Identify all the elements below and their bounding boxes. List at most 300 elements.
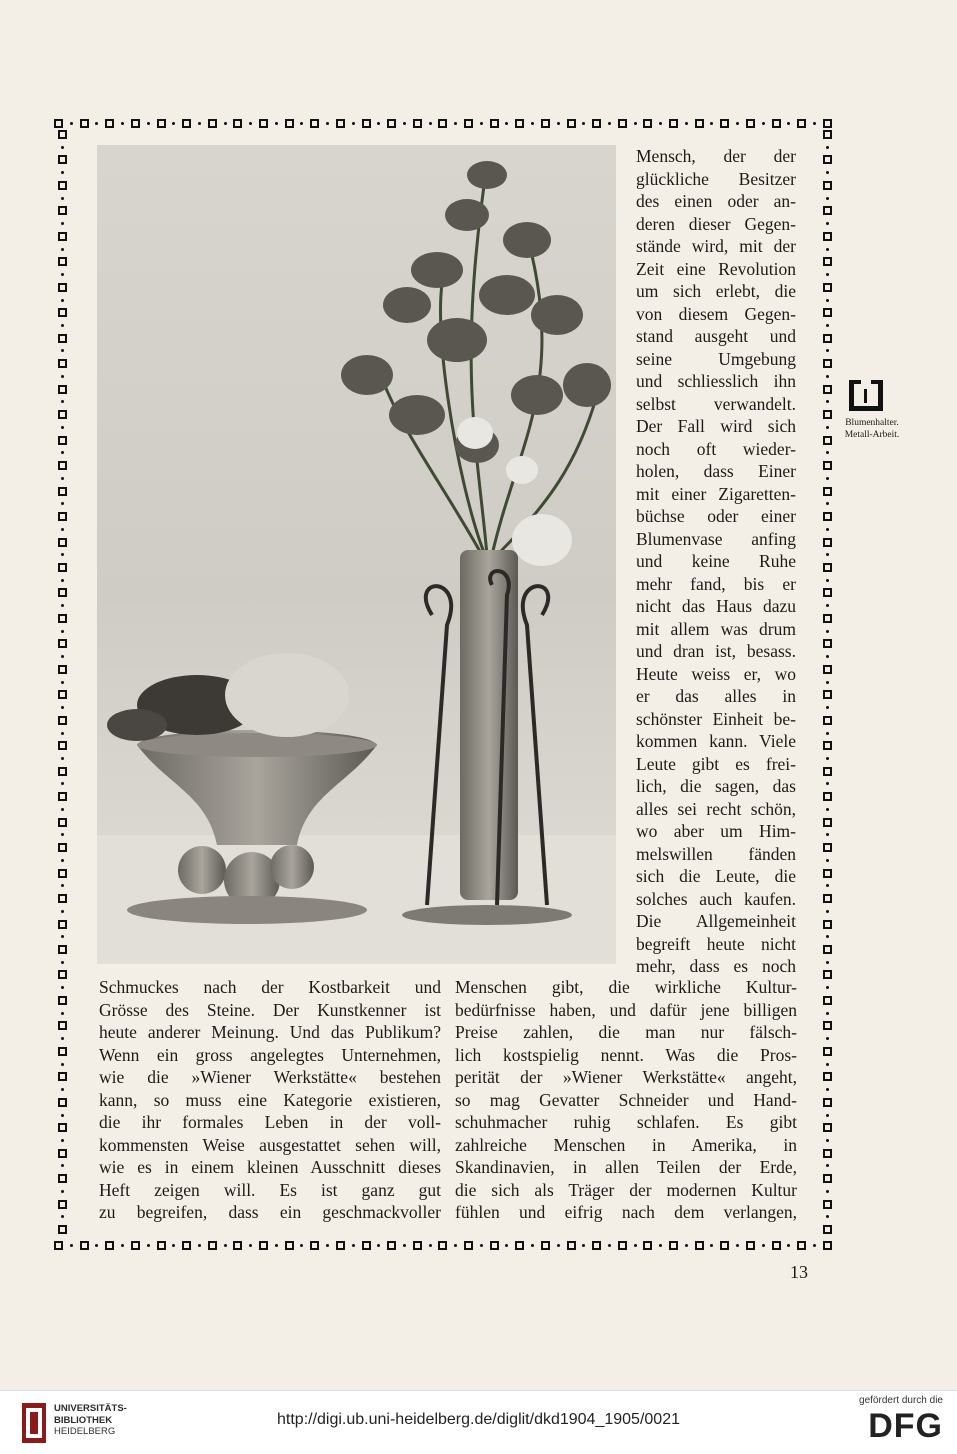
border-dot: [826, 1063, 829, 1066]
border-dot: [557, 122, 560, 125]
border-square: [233, 119, 242, 128]
border-square: [58, 1072, 67, 1081]
border-dot: [826, 757, 829, 760]
border-dot: [61, 1037, 64, 1040]
border-square: [823, 970, 832, 979]
border-dot: [659, 122, 662, 125]
text-line: Preise zahlen, die man nur fälsch-: [455, 1022, 797, 1042]
border-square: [58, 155, 67, 164]
text-line: nicht das Haus dazu: [636, 596, 796, 616]
border-square: [515, 1241, 524, 1250]
border-dot: [61, 248, 64, 251]
border-square: [695, 1241, 704, 1250]
border-square: [541, 1241, 550, 1250]
text-line: er das alles in: [636, 686, 796, 706]
border-dot: [826, 808, 829, 811]
border-dot: [61, 273, 64, 276]
text-line: mehr fand, bis er: [636, 573, 796, 594]
right-column-text: [636, 145, 796, 978]
border-dot: [454, 1244, 457, 1247]
border-dot: [61, 757, 64, 760]
border-square: [618, 1241, 627, 1250]
border-square: [285, 119, 294, 128]
border-dot: [480, 1244, 483, 1247]
border-square: [58, 1098, 67, 1107]
border-square: [823, 257, 832, 266]
border-left: [52, 130, 72, 1235]
border-square: [208, 1241, 217, 1250]
border-dot: [762, 122, 765, 125]
border-square: [58, 487, 67, 496]
left-bottom-column-text: [99, 976, 441, 1224]
text-line: Skandinavien, in allen Teilen der Erde,: [455, 1157, 797, 1177]
border-dot: [710, 1244, 713, 1247]
text-line: so mag Gevatter Schneider und Hand-: [455, 1089, 797, 1110]
border-dot: [61, 1215, 64, 1218]
border-dot: [61, 630, 64, 633]
border-dot: [61, 961, 64, 964]
library-name-line-3: HEIDELBERG: [54, 1426, 116, 1437]
border-dot: [61, 655, 64, 658]
text-line: seine Umgebung: [636, 348, 796, 369]
border-dot: [61, 910, 64, 913]
border-square: [823, 563, 832, 572]
border-square: [105, 119, 114, 128]
border-square: [515, 119, 524, 128]
border-square: [58, 920, 67, 929]
border-square: [54, 1241, 63, 1250]
text-line: glückliche Besitzer: [636, 168, 796, 189]
text-line: kommen kann. Viele: [636, 731, 796, 751]
border-square: [58, 894, 67, 903]
border-dot: [403, 1244, 406, 1247]
border-square: [362, 1241, 371, 1250]
dfg-logo: DFG: [868, 1407, 943, 1445]
border-square: [567, 119, 576, 128]
border-dot: [813, 122, 816, 125]
border-dot: [826, 146, 829, 149]
border-dot: [61, 782, 64, 785]
text-line: schuhmacher ruhig schlafen. Es gibt: [455, 1112, 797, 1132]
border-dot: [826, 451, 829, 454]
border-dot: [61, 553, 64, 556]
border-square: [58, 461, 67, 470]
text-line: mehr, dass es noch: [636, 956, 796, 976]
border-square: [387, 119, 396, 128]
text-line: Die Allgemeinheit: [636, 911, 796, 931]
border-square: [58, 1021, 67, 1030]
text-line: die ihr formales Leben in der voll-: [99, 1112, 441, 1132]
border-dot: [582, 122, 585, 125]
border-square: [131, 1241, 140, 1250]
text-line: stand ausgeht und: [636, 326, 796, 346]
border-dot: [826, 884, 829, 887]
border-dot: [61, 502, 64, 505]
border-dot: [659, 1244, 662, 1247]
border-square: [823, 639, 832, 648]
border-dot: [826, 732, 829, 735]
text-line: perität der »Wiener Werkstätte« angeht,: [455, 1067, 797, 1087]
border-square: [823, 206, 832, 215]
border-square: [464, 1241, 473, 1250]
border-square: [58, 665, 67, 674]
border-square: [58, 334, 67, 343]
border-dot: [736, 122, 739, 125]
border-square: [157, 1241, 166, 1250]
border-square: [823, 792, 832, 801]
border-dot: [275, 1244, 278, 1247]
border-square: [80, 1241, 89, 1250]
border-dot: [61, 833, 64, 836]
border-dot: [61, 349, 64, 352]
border-square: [823, 1123, 832, 1132]
border-dot: [352, 122, 355, 125]
border-square: [823, 130, 832, 139]
border-square: [58, 996, 67, 1005]
border-square: [823, 818, 832, 827]
border-square: [823, 843, 832, 852]
border-dot: [762, 1244, 765, 1247]
border-square: [823, 181, 832, 190]
border-square: [58, 716, 67, 725]
text-line: Grösse des Steine. Der Kunstkenner ist: [99, 999, 441, 1020]
border-square: [823, 614, 832, 623]
border-dot: [826, 197, 829, 200]
border-square: [58, 130, 67, 139]
library-name-line-1: UNIVERSITÄTS-: [54, 1403, 127, 1414]
vase-photograph: [97, 145, 616, 964]
border-dot: [480, 122, 483, 125]
border-dot: [557, 1244, 560, 1247]
border-square: [695, 119, 704, 128]
border-square: [438, 1241, 447, 1250]
border-square: [823, 920, 832, 929]
text-line: Heft zeigen will. Es ist ganz gut: [99, 1179, 441, 1200]
border-dot: [787, 122, 790, 125]
text-line: büchse oder einer: [636, 506, 796, 526]
border-dot: [121, 1244, 124, 1247]
border-square: [58, 512, 67, 521]
border-square: [823, 1174, 832, 1183]
border-dot: [61, 986, 64, 989]
text-line: selbst verwandelt.: [636, 393, 796, 414]
border-square: [669, 119, 678, 128]
border-dot: [61, 1088, 64, 1091]
border-dot: [198, 122, 201, 125]
border-dot: [813, 1244, 816, 1247]
border-square: [823, 741, 832, 750]
border-square: [58, 869, 67, 878]
border-square: [208, 119, 217, 128]
border-square: [567, 1241, 576, 1250]
border-square: [490, 1241, 499, 1250]
border-square: [823, 155, 832, 164]
border-square: [58, 1200, 67, 1209]
border-dot: [61, 1012, 64, 1015]
text-line: zahlreiche Menschen in Amerika, in: [455, 1134, 797, 1155]
border-square: [58, 1149, 67, 1158]
border-square: [362, 119, 371, 128]
border-dot: [429, 1244, 432, 1247]
border-square: [310, 119, 319, 128]
text-line: wo aber um Him-: [636, 821, 796, 841]
border-square: [58, 1225, 67, 1234]
border-square: [58, 767, 67, 776]
border-square: [823, 1021, 832, 1030]
border-dot: [826, 528, 829, 531]
text-line: kommensten Weise ausgestattet sehen will,: [99, 1134, 441, 1155]
border-dot: [95, 122, 98, 125]
text-line: sich die Leute, die: [636, 866, 796, 886]
text-line: des einen oder an-: [636, 191, 796, 211]
border-dot: [826, 375, 829, 378]
border-dot: [505, 1244, 508, 1247]
permalink-url[interactable]: http://digi.ub.uni-heidelberg.de/diglit/dkd1904_1905/0021: [277, 1411, 680, 1428]
text-line: die sich als Träger der modernen Kultur: [455, 1179, 797, 1200]
text-line: und keine Ruhe: [636, 551, 796, 571]
border-dot: [61, 1139, 64, 1142]
border-dot: [826, 782, 829, 785]
border-square: [823, 1149, 832, 1158]
border-square: [823, 334, 832, 343]
border-square: [823, 538, 832, 547]
caption-line-2: Metall-Arbeit.: [844, 430, 900, 440]
border-dot: [61, 299, 64, 302]
border-square: [823, 767, 832, 776]
border-square: [823, 283, 832, 292]
border-dot: [826, 477, 829, 480]
border-square: [80, 119, 89, 128]
border-square: [58, 359, 67, 368]
library-name-line-2: BIBLIOTHEK: [54, 1414, 113, 1426]
border-square: [823, 1098, 832, 1107]
text-line: schönster Einheit be-: [636, 708, 796, 729]
border-square: [58, 741, 67, 750]
text-line: und dran ist, besass.: [636, 641, 796, 661]
border-dot: [826, 248, 829, 251]
text-line: Zeit eine Revolution: [636, 258, 796, 279]
right-bottom-column-text: [455, 976, 797, 1224]
border-square: [823, 716, 832, 725]
border-square: [58, 206, 67, 215]
border-dot: [826, 681, 829, 684]
border-square: [58, 690, 67, 699]
caption-line-1: Blumenhalter.: [845, 418, 899, 428]
border-square: [58, 563, 67, 572]
border-square: [643, 1241, 652, 1250]
border-dot: [826, 324, 829, 327]
border-dot: [608, 122, 611, 125]
border-dot: [61, 477, 64, 480]
border-square: [58, 232, 67, 241]
border-dot: [685, 1244, 688, 1247]
border-square: [259, 119, 268, 128]
text-line: lich kostspielig nennt. Was die Pros-: [455, 1044, 797, 1065]
border-square: [58, 588, 67, 597]
border-dot: [300, 1244, 303, 1247]
border-dot: [249, 1244, 252, 1247]
border-square: [413, 119, 422, 128]
page-number: 13: [790, 1262, 808, 1282]
border-square: [823, 512, 832, 521]
border-dot: [61, 681, 64, 684]
border-dot: [61, 1164, 64, 1167]
border-square: [58, 792, 67, 801]
border-square: [823, 588, 832, 597]
text-line: holen, dass Einer: [636, 461, 796, 481]
border-dot: [61, 884, 64, 887]
border-square: [823, 1241, 832, 1250]
border-dot: [198, 1244, 201, 1247]
border-dot: [147, 122, 150, 125]
border-dot: [826, 349, 829, 352]
border-dot: [326, 122, 329, 125]
border-square: [58, 970, 67, 979]
border-dot: [454, 122, 457, 125]
border-square: [823, 487, 832, 496]
border-dot: [826, 833, 829, 836]
border-dot: [326, 1244, 329, 1247]
border-dot: [826, 961, 829, 964]
text-line: lich, die sagen, das: [636, 776, 796, 796]
border-dot: [61, 1190, 64, 1193]
border-dot: [531, 122, 534, 125]
border-dot: [403, 122, 406, 125]
text-line: mit einer Zigaretten-: [636, 483, 796, 504]
border-square: [259, 1241, 268, 1250]
border-dot: [826, 1088, 829, 1091]
border-dot: [61, 808, 64, 811]
border-dot: [61, 579, 64, 582]
border-square: [131, 119, 140, 128]
border-dot: [826, 579, 829, 582]
text-line: begreift heute nicht: [636, 933, 796, 954]
border-square: [823, 232, 832, 241]
border-square: [823, 1225, 832, 1234]
border-square: [54, 119, 63, 128]
text-line: Leute gibt es frei-: [636, 753, 796, 774]
border-dot: [826, 630, 829, 633]
border-square: [823, 1047, 832, 1056]
border-dot: [685, 122, 688, 125]
text-line: melswillen fänden: [636, 843, 796, 864]
border-square: [58, 843, 67, 852]
border-dot: [826, 299, 829, 302]
border-square: [105, 1241, 114, 1250]
border-dot: [582, 1244, 585, 1247]
text-line: heute anderer Meinung. Und das Publikum?: [99, 1022, 441, 1042]
border-square: [413, 1241, 422, 1250]
border-square: [797, 119, 806, 128]
border-dot: [826, 604, 829, 607]
border-dot: [61, 146, 64, 149]
border-dot: [710, 122, 713, 125]
border-dot: [61, 706, 64, 709]
border-dot: [61, 222, 64, 225]
border-dot: [531, 1244, 534, 1247]
border-dot: [826, 986, 829, 989]
border-square: [182, 1241, 191, 1250]
border-square: [823, 119, 832, 128]
border-square: [182, 119, 191, 128]
border-dot: [300, 122, 303, 125]
text-line: solches auch kaufen.: [636, 888, 796, 909]
border-square: [823, 385, 832, 394]
figure-caption: [832, 417, 912, 441]
border-dot: [377, 1244, 380, 1247]
border-square: [592, 1241, 601, 1250]
border-dot: [61, 528, 64, 531]
border-square: [387, 1241, 396, 1250]
border-square: [541, 119, 550, 128]
border-square: [823, 1200, 832, 1209]
border-square: [618, 119, 627, 128]
border-dot: [826, 910, 829, 913]
text-line: bedürfnisse haben, und dafür jene billigen: [455, 999, 797, 1020]
border-square: [669, 1241, 678, 1250]
border-dot: [61, 1063, 64, 1066]
border-dot: [95, 1244, 98, 1247]
border-dot: [608, 1244, 611, 1247]
border-square: [58, 614, 67, 623]
border-dot: [352, 1244, 355, 1247]
border-square: [797, 1241, 806, 1250]
border-square: [58, 1174, 67, 1183]
border-square: [720, 119, 729, 128]
border-square: [592, 119, 601, 128]
border-square: [772, 1241, 781, 1250]
funding-note: gefördert durch die: [859, 1395, 943, 1406]
border-dot: [826, 426, 829, 429]
border-dot: [61, 171, 64, 174]
border-dot: [634, 122, 637, 125]
border-dot: [275, 122, 278, 125]
border-square: [823, 1072, 832, 1081]
border-dot: [70, 122, 73, 125]
border-dot: [634, 1244, 637, 1247]
border-dot: [826, 655, 829, 658]
border-dot: [826, 222, 829, 225]
border-square: [464, 119, 473, 128]
text-line: wie die »Wiener Werkstätte« bestehen: [99, 1067, 441, 1087]
border-dot: [61, 400, 64, 403]
border-square: [823, 308, 832, 317]
border-dot: [826, 273, 829, 276]
text-line: noch oft wieder-: [636, 438, 796, 459]
text-line: kann, so muss eine Kategorie existieren,: [99, 1089, 441, 1110]
border-square: [285, 1241, 294, 1250]
border-dot: [826, 706, 829, 709]
text-line: Blumenvase anfing: [636, 528, 796, 549]
border-dot: [826, 935, 829, 938]
text-line: Der Fall wird sich: [636, 416, 796, 436]
text-line: Mensch, der der: [636, 146, 796, 166]
text-line: Heute weiss er, wo: [636, 663, 796, 684]
border-dot: [826, 171, 829, 174]
border-square: [823, 996, 832, 1005]
border-square: [233, 1241, 242, 1250]
border-dot: [826, 1139, 829, 1142]
border-square: [643, 119, 652, 128]
border-square: [823, 461, 832, 470]
border-dot: [826, 1012, 829, 1015]
border-square: [336, 119, 345, 128]
text-line: wie es in einem kleinen Ausschnitt dieses: [99, 1157, 441, 1177]
border-square: [58, 1047, 67, 1056]
border-square: [58, 257, 67, 266]
border-square: [58, 639, 67, 648]
text-line: Schmuckes nach der Kostbarkeit und: [99, 977, 441, 997]
